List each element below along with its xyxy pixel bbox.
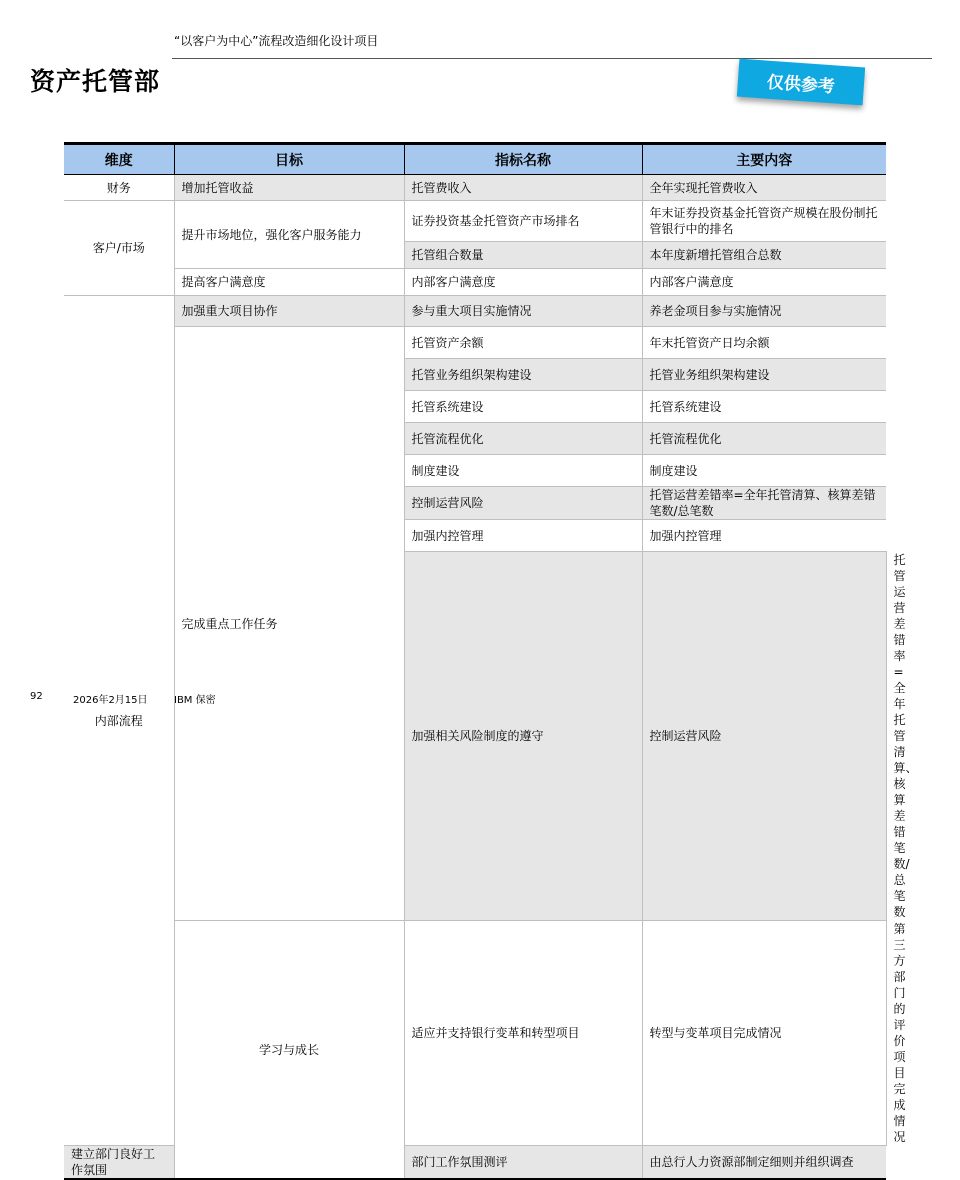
scorecard-table xyxy=(64,142,918,1180)
reference-only-stamp: 仅供参考 xyxy=(737,59,865,106)
table-row xyxy=(64,296,886,327)
goal-cell: 完成重点工作任务 xyxy=(174,327,404,921)
dimension-cell: 财务 xyxy=(64,175,174,201)
content-cell: 制度建设 xyxy=(642,455,886,487)
indicator-cell: 证券投资基金托管资产市场排名 xyxy=(404,201,642,242)
content-cell: 加强内控管理 xyxy=(642,520,886,552)
goal-cell: 加强相关风险制度的遵守 xyxy=(404,552,642,921)
content-cell: 全年实现托管费收入 xyxy=(642,175,886,201)
content-cell: 托管运营差错率=全年托管清算、核算差错笔数/总笔数 xyxy=(642,487,886,520)
indicator-cell: 控制运营风险 xyxy=(642,552,886,921)
table-row xyxy=(64,175,886,201)
goal-cell: 建立部门良好工作氛围 xyxy=(64,1146,174,1180)
goal-cell: 提升市场地位，强化客户服务能力 xyxy=(174,201,404,269)
header-goal: 目标 xyxy=(174,144,404,175)
dimension-cell: 内部流程 xyxy=(64,296,174,1146)
indicator-cell: 控制运营风险 xyxy=(404,487,642,520)
dimension-cell: 客户/市场 xyxy=(64,201,174,296)
content-cell: 年末证券投资基金托管资产规模在股份制托管银行中的排名 xyxy=(642,201,886,242)
indicator-cell: 托管业务组织架构建设 xyxy=(404,359,642,391)
content-cell: 托管业务组织架构建设 xyxy=(642,359,886,391)
content-cell: 托管系统建设 xyxy=(642,391,886,423)
content-cell: 本年度新增托管组合总数 xyxy=(642,242,886,269)
page-number: 92 xyxy=(30,691,43,702)
indicator-cell: 托管组合数量 xyxy=(404,242,642,269)
indicator-cell: 转型与变革项目完成情况 xyxy=(642,921,886,1146)
indicator-cell: 托管资产余额 xyxy=(404,327,642,359)
indicator-cell: 参与重大项目实施情况 xyxy=(404,296,642,327)
table-row xyxy=(64,269,886,296)
goal-cell: 适应并支持银行变革和转型项目 xyxy=(404,921,642,1146)
indicator-cell: 加强内控管理 xyxy=(404,520,642,552)
indicator-cell: 部门工作氛围测评 xyxy=(404,1146,642,1180)
content-cell: 托管流程优化 xyxy=(642,423,886,455)
indicator-cell: 制度建设 xyxy=(404,455,642,487)
header-dimension: 维度 xyxy=(64,144,174,175)
dimension-cell: 学习与成长 xyxy=(174,921,404,1180)
goal-cell: 加强重大项目协作 xyxy=(174,296,404,327)
indicator-cell: 托管流程优化 xyxy=(404,423,642,455)
header-indicator: 指标名称 xyxy=(404,144,642,175)
footer-date: 2026年2月15日 xyxy=(73,695,148,706)
header-content: 主要内容 xyxy=(642,144,886,175)
indicator-cell: 托管费收入 xyxy=(404,175,642,201)
header-divider xyxy=(172,58,932,59)
content-cell: 由总行人力资源部制定细则并组织调查 xyxy=(642,1146,886,1180)
table-row xyxy=(64,327,886,359)
table-row: 加强相关风险制度的遵守 控制运营风险 托管运营差错率=全年托管清算、核算差错笔数/总笔数 xyxy=(64,552,886,921)
goal-cell: 增加托管收益 xyxy=(174,175,404,201)
table-row: 学习与成长 适应并支持银行变革和转型项目 转型与变革项目完成情况 第三方部门的评价项目完成情况 xyxy=(64,921,886,1146)
content-cell: 养老金项目参与实施情况 xyxy=(642,296,886,327)
page-title: 资产托管部 xyxy=(30,67,161,96)
table-header-row xyxy=(64,144,886,175)
content-cell: 内部客户满意度 xyxy=(642,269,886,296)
content-cell: 年末托管资产日均余额 xyxy=(642,327,886,359)
project-title: “以客户为中心”流程改造细化设计项目 xyxy=(174,34,379,48)
table-row xyxy=(64,201,886,242)
indicator-cell: 托管系统建设 xyxy=(404,391,642,423)
goal-cell: 提高客户满意度 xyxy=(174,269,404,296)
indicator-cell: 内部客户满意度 xyxy=(404,269,642,296)
footer-confidential: IBM 保密 xyxy=(174,695,216,706)
